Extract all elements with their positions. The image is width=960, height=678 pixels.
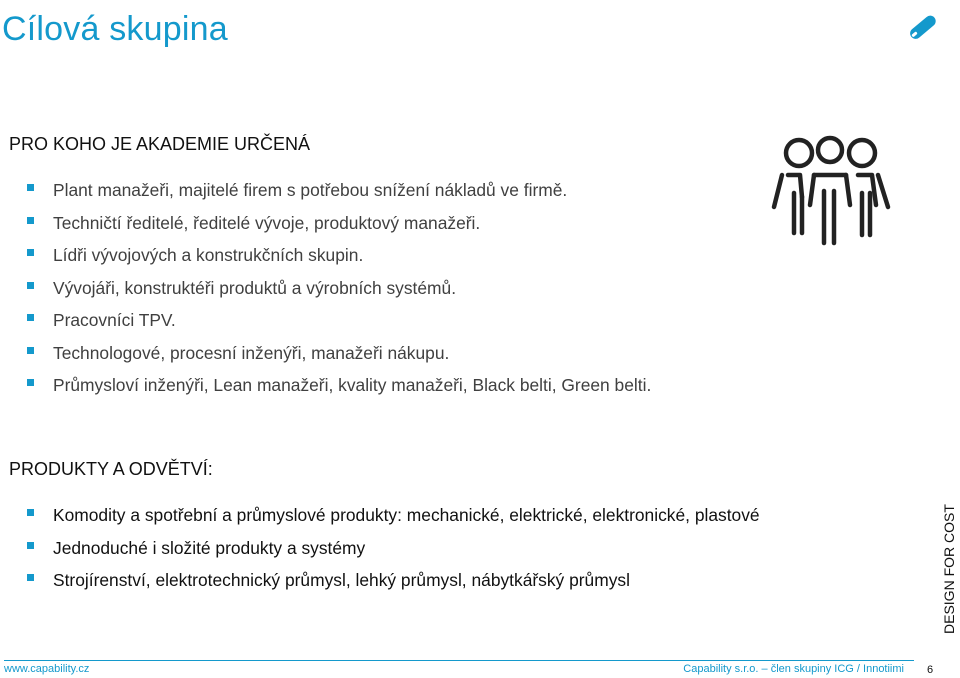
footer-divider [4, 660, 914, 661]
list-item [22, 207, 651, 240]
list-item [22, 564, 760, 597]
target-audience-list [22, 174, 651, 402]
list-item-text: Jednoduché i složité produkty a systémy [53, 537, 366, 558]
square-bullet-icon [27, 249, 34, 256]
pencil-icon [904, 8, 944, 46]
footer-website: www.capability.cz [4, 663, 90, 675]
list-item [22, 532, 760, 565]
target-audience-heading: PRO KOHO JE AKADEMIE URČENÁ [9, 134, 311, 154]
square-bullet-icon [27, 217, 34, 224]
square-bullet-icon [27, 574, 34, 581]
square-bullet-icon [27, 282, 34, 289]
list-item-text: Techničtí ředitelé, ředitelé vývoje, produktový manažeři. [53, 212, 481, 233]
list-item [22, 174, 651, 207]
list-item [22, 369, 651, 402]
list-item [22, 304, 651, 337]
footer-company: Capability s.r.o. – člen skupiny ICG / Innotiimi [683, 663, 904, 675]
page-number: 6 [927, 664, 934, 676]
list-item-text: Plant manažeři, majitelé firem s potřebou snížení nákladů ve firmě. [53, 180, 568, 200]
square-bullet-icon [27, 347, 34, 354]
list-item [22, 337, 651, 370]
list-item [22, 239, 651, 272]
square-bullet-icon [27, 509, 34, 516]
square-bullet-icon [27, 314, 34, 321]
list-item-text: Komodity a spotřební a průmyslové produkty: mechanické, elektrické, elektronické, plastové [53, 505, 760, 525]
list-item-text: Lídři vývojových a konstrukčních skupin. [53, 245, 364, 265]
square-bullet-icon [27, 379, 34, 386]
square-bullet-icon [27, 542, 34, 549]
products-heading: PRODUKTY A ODVĚTVÍ: [9, 459, 213, 479]
people-group-icon [766, 135, 896, 250]
list-item-text: Pracovníci TPV. [53, 310, 176, 330]
list-item-text: Strojírenství, elektrotechnický průmysl, lehký průmysl, nábytkářský průmysl [53, 570, 630, 590]
list-item [22, 272, 651, 305]
side-label-text: DESIGN FOR COST [941, 504, 957, 634]
list-item-text: Průmysloví inženýři, Lean manažeři, kvality manažeři, Black belti, Green belti. [53, 375, 652, 395]
slide-title: Cílová skupina [2, 10, 228, 48]
products-list [22, 499, 760, 597]
list-item [22, 499, 760, 532]
list-item-text: Vývojáři, konstruktéři produktů a výrobních systémů. [53, 277, 457, 298]
square-bullet-icon [27, 184, 34, 191]
list-item-text: Technologové, procesní inženýři, manažeři nákupu. [53, 342, 450, 363]
